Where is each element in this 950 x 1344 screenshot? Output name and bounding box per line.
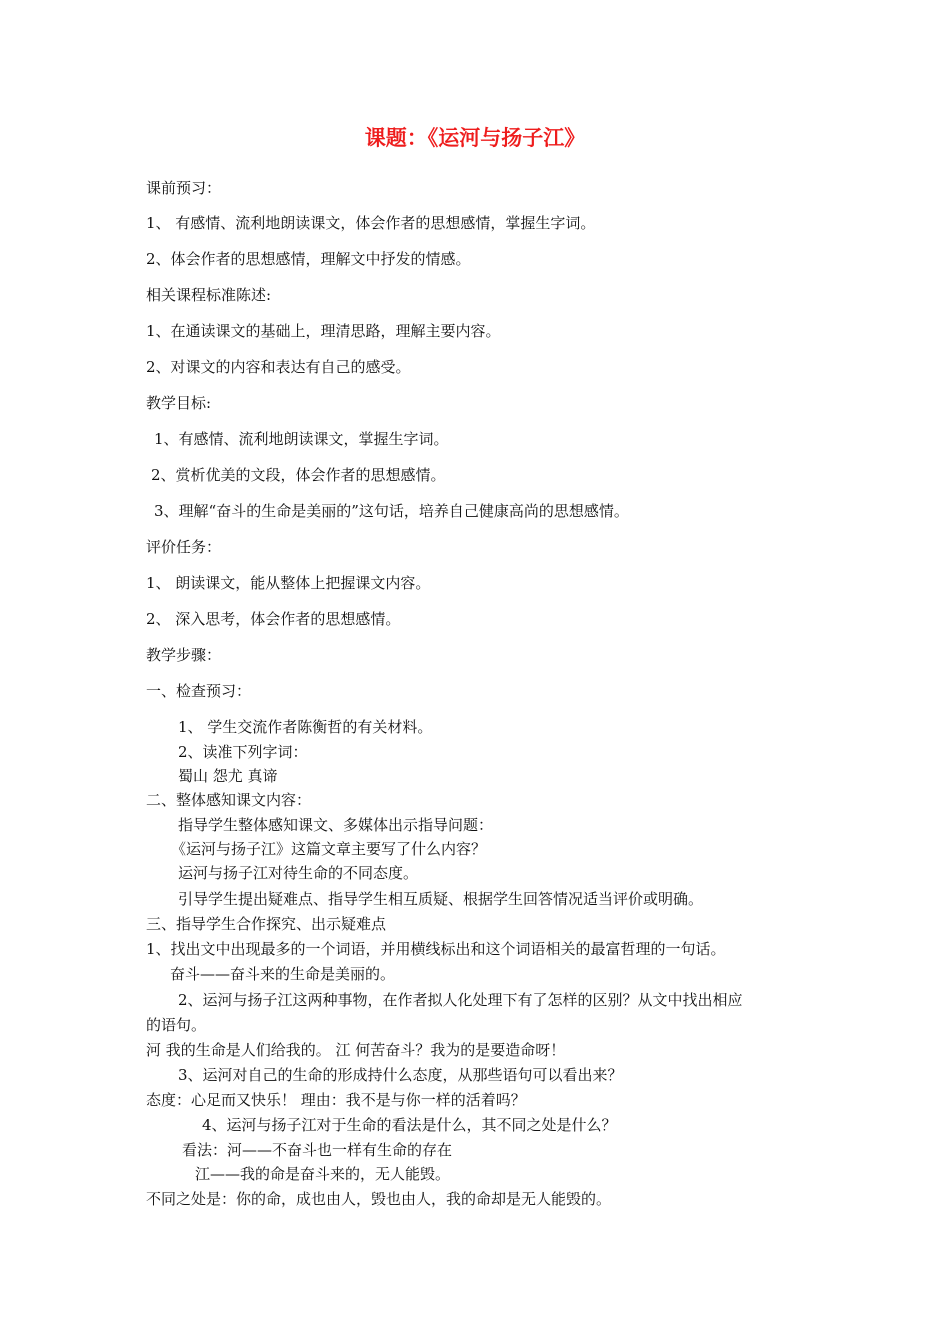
step3-heading: 三、指导学生合作探究、出示疑难点 [146,915,387,933]
step3-line: 看法：河——不奋斗也一样有生命的存在 [182,1141,453,1159]
step1-item: 蜀山 怨尤 真谛 [178,767,278,785]
preview-heading: 课前预习： [146,179,222,197]
step3-line: 奋斗——奋斗来的生命是美丽的。 [170,965,396,983]
step3-line: 3、运河对自己的生命的形成持什么态度，从那些语句可以看出来？ [178,1066,623,1084]
step3-line: 河 我的生命是人们给我的。 江 何苦奋斗？我为的是要造命呀！ [146,1041,566,1059]
tasks-item: 2、 深入思考，体会作者的思想感情。 [146,610,401,628]
step1-heading: 一、检查预习： [146,682,252,700]
step2-item: 指导学生整体感知课文、多媒体出示指导问题： [178,816,494,834]
preview-item: 2、体会作者的思想感情，理解文中抒发的情感。 [146,250,471,268]
step3-line: 4、运河与扬子江对于生命的看法是什么，其不同之处是什么？ [202,1116,617,1134]
step2-item: 引导学生提出疑难点、指导学生相互质疑、根据学生回答情况适当评价或明确。 [178,890,704,908]
goals-item: 1、有感情、流利地朗读课文，掌握生字词。 [154,430,449,448]
goals-heading: 教学目标: [146,394,212,412]
standard-heading: 相关课程标准陈述: [146,286,272,304]
standard-item: 1、在通读课文的基础上，理清思路，理解主要内容。 [146,322,501,340]
step3-line: 的语句。 [146,1016,207,1034]
step2-item: 《运河与扬子江》这篇文章主要写了什么内容？ [171,840,487,858]
goals-item: 3、理解“奋斗的生命是美丽的”这句话，培养自己健康高尚的思想感情。 [154,502,629,520]
step1-item: 2、读准下列字词： [178,743,308,761]
tasks-item: 1、 朗读课文，能从整体上把握课文内容。 [146,574,431,592]
page-title: 课题：《运河与扬子江》 [364,126,586,150]
preview-item: 1、 有感情、流利地朗读课文，体会作者的思想感情，掌握生字词。 [146,214,596,232]
step3-line: 不同之处是：你的命，成也由人，毁也由人，我的命却是无人能毁的。 [146,1190,612,1208]
standard-item: 2、对课文的内容和表达有自己的感受。 [146,358,411,376]
step2-item: 运河与扬子江对待生命的不同态度。 [178,864,419,882]
steps-heading: 教学步骤： [146,646,222,664]
goals-item: 2、赏析优美的文段，体会作者的思想感情。 [151,466,446,484]
step3-line: 2、运河与扬子江这两种事物，在作者拟人化处理下有了怎样的区别？从文中找出相应 [178,991,743,1009]
step3-line: 1、找出文中出现最多的一个词语，并用横线标出和这个词语相关的最富哲理的一句话。 [146,940,726,958]
tasks-heading: 评价任务： [146,538,222,556]
step3-line: 江——我的命是奋斗来的，无人能毁。 [195,1165,451,1183]
step2-heading: 二、整体感知课文内容： [146,791,312,809]
step3-line: 态度：心足而又快乐！ 理由：我不是与你一样的活着吗？ [146,1091,526,1109]
step1-item: 1、 学生交流作者陈衡哲的有关材料。 [178,718,433,736]
